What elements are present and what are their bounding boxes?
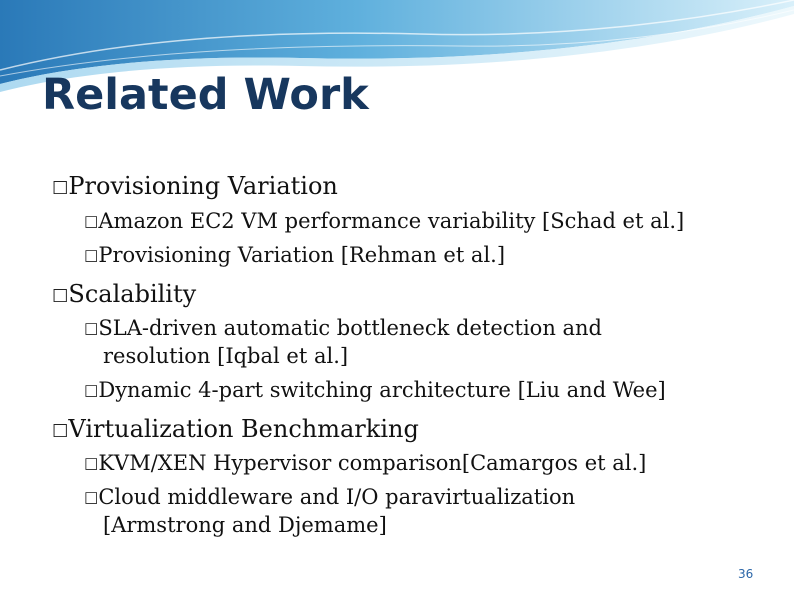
bullet-square-icon: □ [84, 381, 99, 400]
bullet-square-icon: □ [84, 454, 99, 473]
list-item-text: Amazon EC2 VM performance variability [Schad et al.] [98, 209, 685, 233]
bullet-square-icon: □ [52, 419, 69, 440]
list-item [84, 316, 602, 340]
bullet-square-icon: □ [84, 319, 99, 338]
list-item [84, 378, 666, 402]
bullet-square-icon: □ [52, 284, 69, 305]
list-item-text: Cloud middleware and I/O paravirtualization [98, 485, 576, 509]
list-item-text: Provisioning Variation [Rehman et al.] [98, 243, 506, 267]
list-item-continuation: resolution [Iqbal et al.] [103, 344, 349, 368]
section-heading-scalability [52, 280, 196, 308]
list-item-text: SLA-driven automatic bottleneck detection and [98, 316, 603, 340]
list-item [84, 485, 575, 509]
list-item [84, 243, 505, 267]
section-heading-text: Virtualization Benchmarking [68, 415, 419, 443]
bullet-square-icon: □ [52, 176, 69, 197]
list-item-text: Dynamic 4-part switching architecture [Liu and Wee] [98, 378, 666, 402]
slide-title: Related Work [42, 70, 369, 120]
section-heading-provisioning [52, 172, 338, 200]
list-item-continuation: [Armstrong and Djemame] [103, 513, 387, 537]
bullet-square-icon: □ [84, 246, 99, 265]
bullet-square-icon: □ [84, 488, 99, 507]
section-heading-text: Provisioning Variation [68, 172, 338, 200]
list-item-text: KVM/XEN Hypervisor comparison[Camargos et al.] [98, 451, 647, 475]
section-heading-virtualization [52, 415, 419, 443]
page-number: 36 [738, 567, 754, 581]
bullet-square-icon: □ [84, 212, 99, 231]
list-item [84, 209, 684, 233]
section-heading-text: Scalability [68, 280, 197, 308]
list-item [84, 451, 646, 475]
